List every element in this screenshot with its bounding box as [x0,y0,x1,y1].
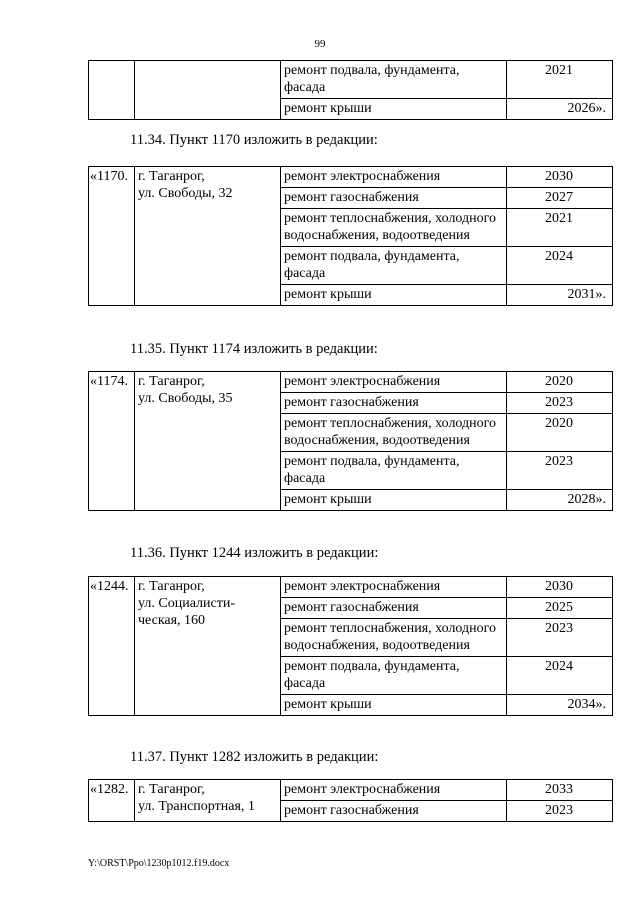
address-city: г. Таганрог, [138,169,205,184]
item-number: «1282. [89,780,135,822]
address-cell [135,167,281,306]
work-cell: ремонт электроснабжения [281,780,507,801]
year-cell: 2026». [507,99,613,120]
item-number: «1244. [89,577,135,716]
work-cell: ремонт крыши [281,695,507,716]
year-cell: 2023 [507,393,613,414]
address-cell [135,780,281,822]
section-heading: 11.37. Пункт 1282 изложить в редакции: [130,749,379,765]
year-cell: 2023 [507,801,613,822]
work-cell: ремонт подвала, фундамента, фасада [281,452,507,490]
address-street: ул. Транспортная, 1 [138,799,255,814]
work-cell: ремонт подвала, фундамента, фасада [281,61,507,99]
year-cell: 2030 [507,167,613,188]
year-cell: 2034». [507,695,613,716]
address-street-cont: ческая, 160 [138,613,206,628]
section-heading: 11.34. Пункт 1170 изложить в редакции: [130,132,378,148]
table-row [89,61,613,99]
year-cell: 2030 [507,577,613,598]
item-number: «1170. [89,167,135,306]
section-table [88,371,613,511]
number-cell [89,61,135,120]
work-cell: ремонт газоснабжения [281,801,507,822]
work-cell: ремонт крыши [281,490,507,511]
year-cell: 2024 [507,657,613,695]
address-cell [135,61,281,120]
address-cell [135,372,281,511]
work-cell: ремонт подвала, фундамента, фасада [281,657,507,695]
table-row [89,577,613,598]
work-cell: ремонт теплоснабжения, холодного водоснабжения, водоотведения [281,209,507,247]
table-row [89,780,613,801]
year-cell: 2023 [507,452,613,490]
address-street: ул. Свободы, 35 [138,391,233,406]
work-cell: ремонт газоснабжения [281,598,507,619]
work-cell: ремонт газоснабжения [281,393,507,414]
item-number: «1174. [89,372,135,511]
table-row [89,372,613,393]
year-cell: 2025 [507,598,613,619]
section-table [88,576,613,716]
year-cell: 2028». [507,490,613,511]
year-cell: 2024 [507,247,613,285]
work-cell: ремонт крыши [281,99,507,120]
address-street: ул. Свободы, 32 [138,186,233,201]
continuation-table [88,60,613,120]
address-city: г. Таганрог, [138,579,205,594]
work-cell: ремонт теплоснабжения, холодного водоснабжения, водоотведения [281,414,507,452]
year-cell: 2031». [507,285,613,306]
year-cell: 2023 [507,619,613,657]
section-table [88,779,613,822]
section-heading: 11.35. Пункт 1174 изложить в редакции: [130,341,378,357]
page-number: 99 [314,38,326,50]
work-cell: ремонт электроснабжения [281,577,507,598]
year-cell: 2020 [507,372,613,393]
section-heading: 11.36. Пункт 1244 изложить в редакции: [130,545,379,561]
work-cell: ремонт электроснабжения [281,372,507,393]
year-cell: 2020 [507,414,613,452]
section-table [88,166,613,306]
address-street: ул. Социалисти- [138,596,235,611]
file-path-footer: Y:\ORST\Ppo\1230p1012.f19.docx [88,858,230,869]
year-cell: 2033 [507,780,613,801]
year-cell: 2021 [507,61,613,99]
work-cell: ремонт теплоснабжения, холодного водоснабжения, водоотведения [281,619,507,657]
work-cell: ремонт подвала, фундамента, фасада [281,247,507,285]
year-cell: 2021 [507,209,613,247]
address-city: г. Таганрог, [138,374,205,389]
work-cell: ремонт газоснабжения [281,188,507,209]
address-cell [135,577,281,716]
work-cell: ремонт электроснабжения [281,167,507,188]
work-cell: ремонт крыши [281,285,507,306]
address-city: г. Таганрог, [138,782,205,797]
year-cell: 2027 [507,188,613,209]
table-row [89,167,613,188]
